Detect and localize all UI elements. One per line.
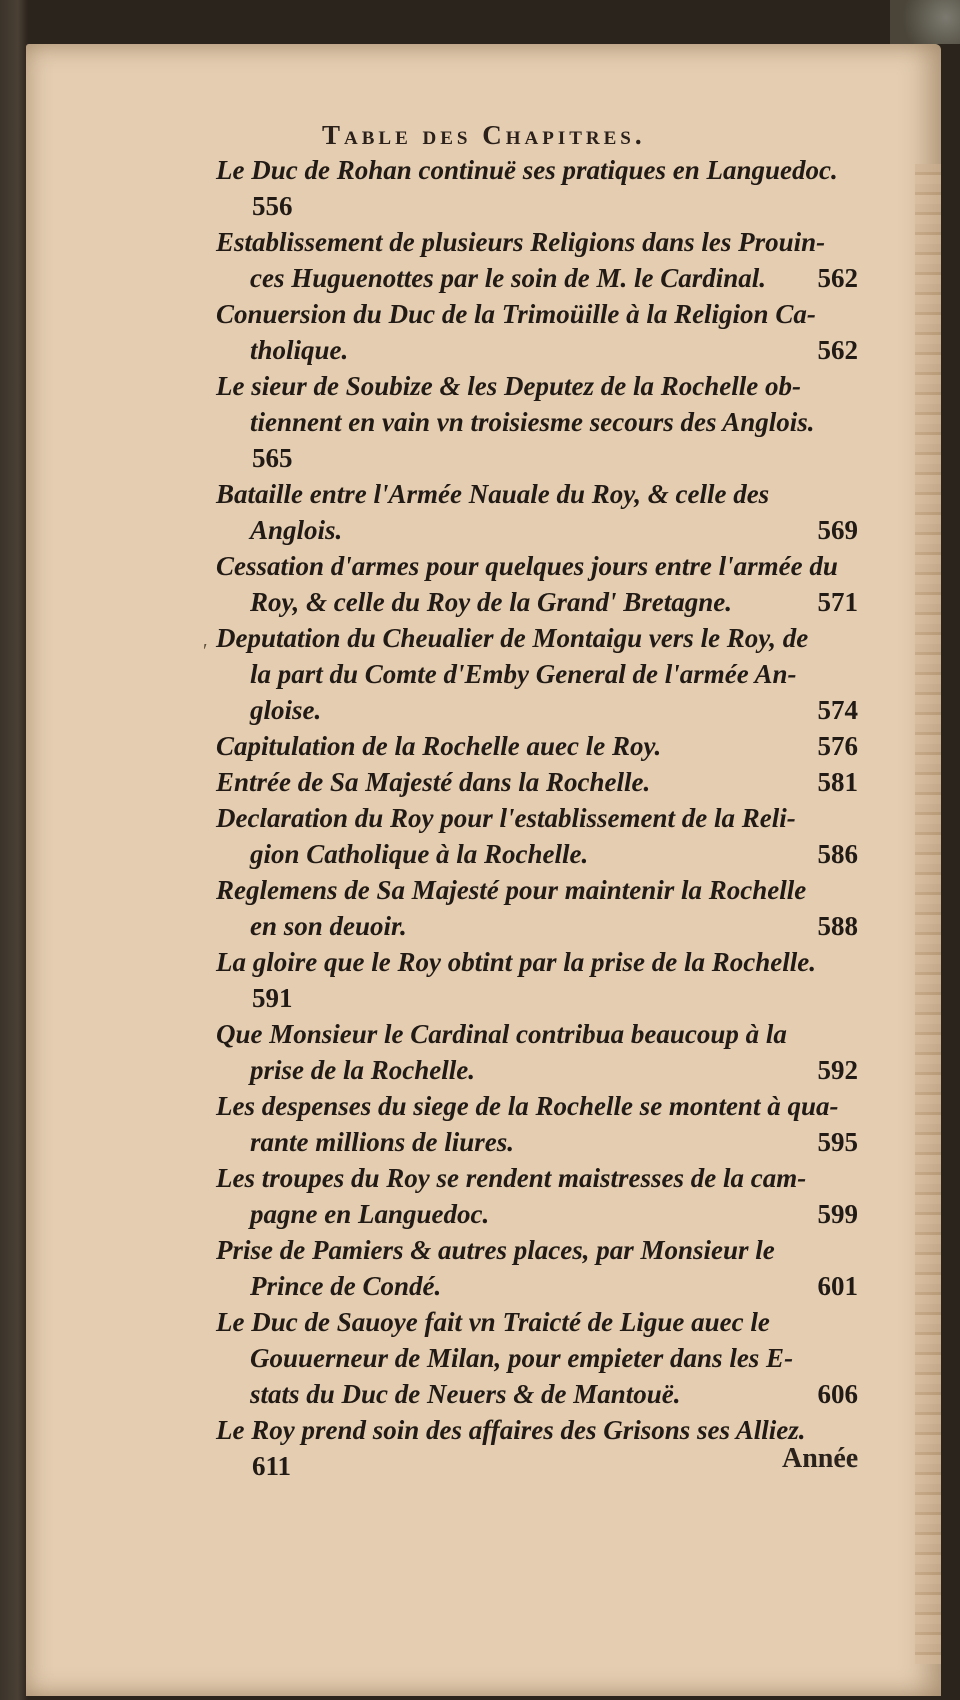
chapter-page-number: 576 (817, 731, 858, 761)
chapter-entry (216, 620, 866, 728)
chapter-entry (216, 152, 866, 224)
chapter-entry (216, 944, 866, 1016)
chapter-entry (216, 476, 866, 548)
chapter-page-number: 562 (817, 335, 858, 365)
chapter-entry-line: rante millions de liures. (250, 1127, 515, 1157)
chapter-entry-line: Declaration du Roy pour l'establissement de la Reli- (216, 803, 796, 833)
chapter-page-number: 606 (817, 1379, 858, 1409)
chapter-entry-line: La gloire que le Roy obtint par la prise de la Rochelle. (216, 947, 816, 977)
chapter-entry-line: Reglemens de Sa Majesté pour maintenir la Rochelle (216, 875, 807, 905)
chapter-entry-line: ces Huguenottes par le soin de M. le Cardinal. (250, 263, 767, 293)
chapter-entry (216, 368, 866, 476)
chapter-entry-line: en son deuoir. (250, 911, 407, 941)
chapter-page-number: 611 (252, 1451, 292, 1481)
chapter-entry-line: tholique. (250, 335, 349, 365)
chapter-entry-line: Le Duc de Sauoye fait vn Traicté de Ligue auec le (216, 1307, 770, 1337)
chapter-entry (216, 1088, 866, 1160)
chapter-page-number: 581 (817, 767, 858, 797)
chapter-entry (216, 1160, 866, 1232)
chapter-page-number: 595 (817, 1127, 858, 1157)
chapter-entry (216, 224, 866, 296)
chapter-entry (216, 764, 866, 800)
chapter-entry-line: Le sieur de Soubize & les Deputez de la Rochelle ob- (216, 371, 801, 401)
chapter-page-number: 562 (817, 263, 858, 293)
chapter-entry (216, 800, 866, 872)
chapter-page-number: 586 (817, 839, 858, 869)
chapter-entry-line: Le Duc de Rohan continuë ses pratiques en Languedoc. (216, 155, 838, 185)
chapter-entry-line: Prise de Pamiers & autres places, par Monsieur le (216, 1235, 775, 1265)
chapter-entry (216, 872, 866, 944)
chapter-entry-line: Prince de Condé. (250, 1271, 442, 1301)
chapter-entry-line: prise de la Rochelle. (250, 1055, 475, 1085)
chapter-entry-line: Capitulation de la Rochelle auec le Roy. (216, 731, 662, 761)
running-head: Table des Chapitres. (322, 120, 646, 150)
chapter-entry-line: gloise. (250, 695, 322, 725)
chapter-entry-line: Establissement de plusieurs Religions dans les Prouin- (216, 227, 826, 257)
chapter-page-number: 591 (252, 983, 293, 1013)
chapter-entry-line: Bataille entre l'Armée Nauale du Roy, & celle des (216, 479, 770, 509)
book-corner (890, 0, 960, 44)
chapter-entry-line: gion Catholique à la Rochelle. (250, 839, 589, 869)
chapter-entry-line: Le Roy prend soin des affaires des Grisons ses Alliez. (216, 1415, 806, 1445)
chapter-page-number: 599 (817, 1199, 858, 1229)
chapter-entry-line: Gouuerneur de Milan, pour empieter dans les E- (250, 1343, 794, 1373)
chapter-entry (216, 1016, 866, 1088)
chapter-entry-line: tiennent en vain vn troisiesme secours des Anglois. (250, 407, 815, 437)
chapter-entry (216, 728, 866, 764)
chapter-entry-line: pagne en Languedoc. (250, 1199, 490, 1229)
chapter-entry-line: Que Monsieur le Cardinal contribua beaucoup à la (216, 1019, 787, 1049)
chapter-page-number: 592 (817, 1055, 858, 1085)
chapter-entry (216, 548, 866, 620)
chapter-entry-line: Entrée de Sa Majesté dans la Rochelle. (216, 767, 651, 797)
chapter-entry-line: Anglois. (250, 515, 343, 545)
chapter-page-number: 565 (252, 443, 293, 473)
chapter-entry (216, 1232, 866, 1304)
chapter-page-number: 588 (817, 911, 858, 941)
chapter-entry-line: stats du Duc de Neuers & de Mantouë. (250, 1379, 681, 1409)
chapter-entry (216, 1412, 866, 1484)
stray-ink-mark: ′ (203, 640, 208, 662)
chapter-page-number: 601 (817, 1271, 858, 1301)
chapter-entry (216, 296, 866, 368)
catchword: Année (782, 1443, 859, 1474)
page-edge-shadow (915, 164, 941, 1664)
chapter-entry-line: Cessation d'armes pour quelques jours entre l'armée du (216, 551, 838, 581)
chapter-entry-line: la part du Comte d'Emby General de l'armée An- (250, 659, 797, 689)
chapter-entry (216, 1304, 866, 1412)
chapter-page-number: 569 (817, 515, 858, 545)
chapter-page-number: 574 (817, 695, 858, 725)
chapter-entry-line: Les troupes du Roy se rendent maistresses de la cam- (216, 1163, 807, 1193)
chapter-page-number: 556 (252, 191, 293, 221)
chapter-entry-line: Conuersion du Duc de la Trimoüille à la Religion Ca- (216, 299, 816, 329)
chapter-entry-line: Les despenses du siege de la Rochelle se montent à qua- (216, 1091, 839, 1121)
chapter-entry-line: Deputation du Cheualier de Montaigu vers le Roy, de (216, 623, 809, 653)
chapter-entry-line: Roy, & celle du Roy de la Grand' Bretagne. (250, 587, 732, 617)
table-of-chapters (216, 152, 866, 1484)
chapter-page-number: 571 (817, 587, 858, 617)
